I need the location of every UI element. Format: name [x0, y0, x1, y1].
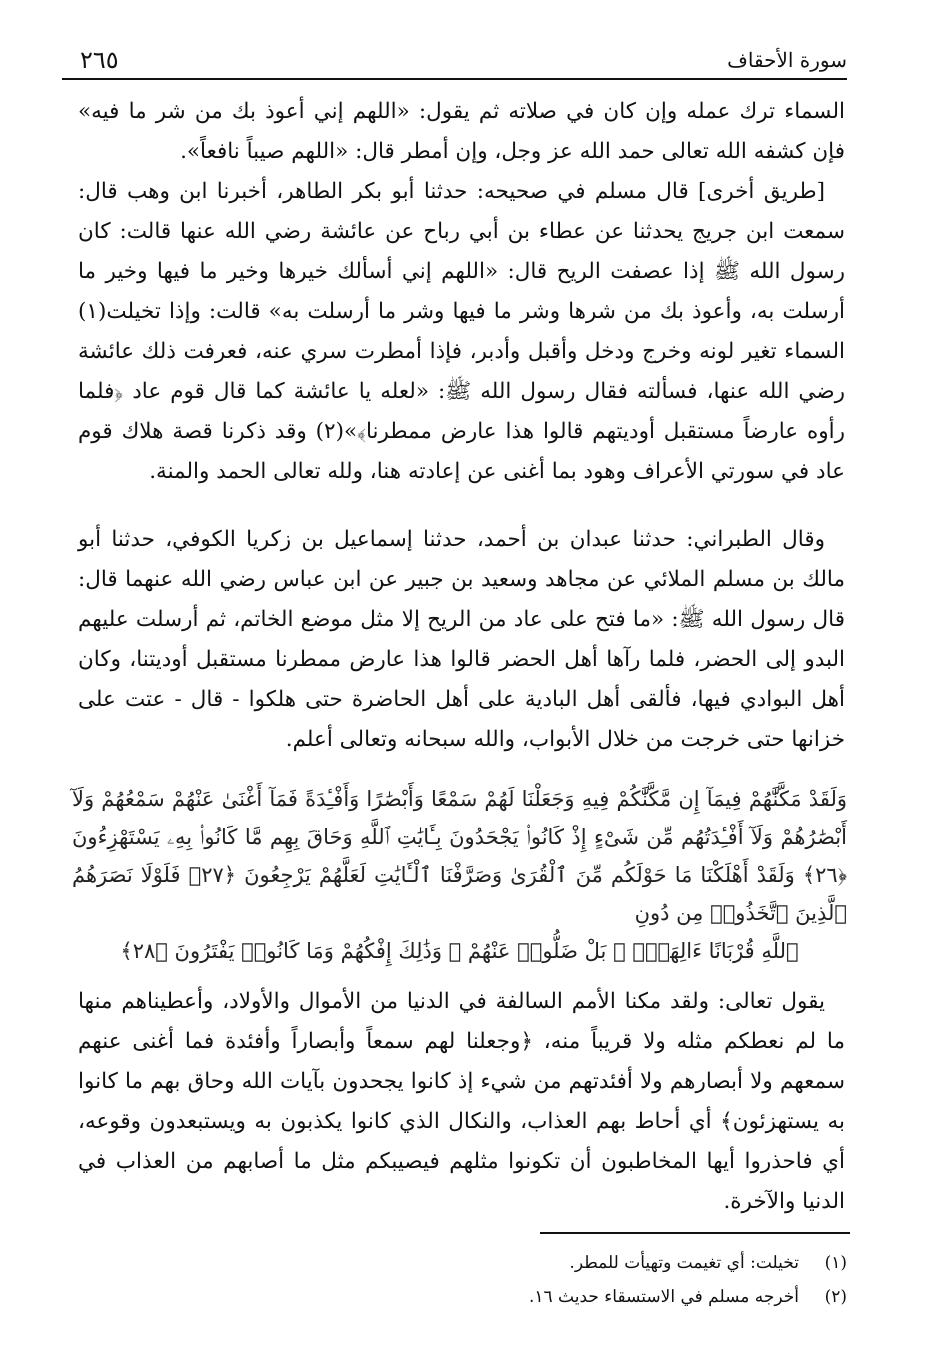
paragraph-2 — [78, 172, 845, 492]
footnote-2 — [300, 1280, 847, 1314]
paragraph-text: يقول تعالى: ولقد مكنا الأمم السالفة في الدنيا من الأموال والأولاد، وأعطيناهم منها ما لم نعطكم مثله ولا قريباً منه، ﴿وجعلنا لهم سمعاً وأبصاراً وأفئدة فما أغنى عنهم سمعهم ولا أبصارهم ولا أفئدتهم من شيء إذ كانوا يجحدون بآيات الله وحاق بهم ما كانوا به يستهزئون﴾ أي أحاط بهم العذاب، والنكال الذي كانوا يكذبون به ويستبعدون وقوعه، أي فاحذروا أيها المخاطبون أن تكونوا مثلهم فيصيبكم مثل ما أصابهم من العذاب في الدنيا والآخرة. — [78, 989, 845, 1214]
quran-text-last-line: ٱللَّهِ قُرْبَانًا ءَالِهَةًۢ ۖ بَلْ ضَلُّوا۟ عَنْهُمْ ۚ وَذَٰلِكَ إِفْكُهُمْ وَمَا كَانُوا۟ يَفْتَرُونَ ﴿٢٨﴾ — [120, 939, 799, 963]
page-header — [62, 38, 847, 80]
footnote-text: أخرجه مسلم في الاستسقاء حديث ١٦. — [528, 1287, 799, 1307]
footnote-1 — [300, 1246, 847, 1280]
footnote-text: تخيلت: أي تغيمت وتهيأت للمطر. — [569, 1253, 799, 1273]
quran-verses — [72, 780, 847, 970]
quran-text: وَلَقَدْ مَكَّنَّٰهُمْ فِيمَآ إِن مَّكَّنَّٰكُمْ فِيهِ وَجَعَلْنَا لَهُمْ سَمْعًا وَأَبْصَٰرًا وَأَفْـِٔدَةً فَمَآ أَغْنَىٰ عَنْهُمْ سَمْعُهُمْ وَلَآ أَبْصَٰرُهُمْ وَلَآ أَفْـِٔدَتُهُم مِّن شَىْءٍ إِذْ كَانُوا۟ يَجْحَدُونَ بِـَٔايَٰتِ ٱللَّهِ وَحَاقَ بِهِم مَّا كَانُوا۟ بِهِۦ يَسْتَهْزِءُونَ ﴿٢٦﴾ وَلَقَدْ أَهْلَكْنَا مَا حَوْلَكُم مِّنَ ٱلْقُرَىٰ وَصَرَّفْنَا ٱلْـَٔايَٰتِ لَعَلَّهُمْ يَرْجِعُونَ ﴿٢٧﴾ فَلَوْلَا نَصَرَهُمُ ٱلَّذِينَ ٱتَّخَذُوا۟ مِن دُونِ — [72, 787, 847, 925]
paragraph-text: وقال الطبراني: حدثنا عبدان بن أحمد، حدثنا إسماعيل بن زكريا الكوفي، حدثنا أبو مالك بن مسلم الملائي عن مجاهد وسعيد بن جبير عن ابن عباس رضي الله عنهما قال: قال رسول الله ﷺ: «ما فتح على عاد من الريح إلا مثل موضع الخاتم، ثم أرسلت عليهم البدو إلى الحضر، فلما رآها أهل الحضر قالوا هذا عارض ممطرنا مستقبل أوديتنا، وكان أهل البوادي فيها، فألقى أهل البادية على أهل الحاضرة حتى هلكوا - قال - عتت على خزانها حتى خرجت من خلال الأبواب، والله سبحانه وتعالى أعلم. — [78, 527, 845, 752]
paragraph-text: السماء ترك عمله وإن كان في صلاته ثم يقول: «اللهم إني أعوذ بك من شر ما فيه» فإن كشفه الله تعالى حمد الله عز وجل، وإن أمطر قال: «اللهم صيباً نافعاً». — [78, 99, 845, 164]
footnote-divider — [540, 1232, 850, 1234]
footnote-number: (١) — [824, 1253, 847, 1273]
paragraph-3 — [78, 520, 845, 760]
paragraph-4 — [78, 982, 845, 1222]
paragraph-1 — [78, 92, 845, 172]
paragraph-text: [طريق أخرى] قال مسلم في صحيحه: حدثنا أبو بكر الطاهر، أخبرنا ابن وهب قال: سمعت ابن جريج يحدثنا عن عطاء بن أبي رباح عن عائشة رضي الله عنها قالت: كان رسول الله ﷺ إذا عصفت الريح قال: «اللهم إني أسألك خيرها وخير ما فيها وخير ما أرسلت به، وأعوذ بك من شرها وشر ما فيها وشر ما أرسلت به» قالت: وإذا تخيلت(١) السماء تغير لونه وخرج ودخل وأقبل وأدبر، فإذا أمطرت سري عنه، فعرفت ذلك عائشة رضي الله عنها، فسألته فقال رسول الله ﷺ: «لعله يا عائشة كما قال قوم عاد ﴿فلما رأوه عارضاً مستقبل أوديتهم قالوا هذا عارض ممطرنا﴾»(٢) وقد ذكرنا قصة هلاك قوم عاد في سورتي الأعراف وهود بما أغنى عن إعادته هنا، ولله تعالى الحمد والمنة. — [78, 179, 845, 484]
footnote-number: (٢) — [824, 1287, 847, 1307]
surah-title: سورة الأحقاف — [727, 48, 847, 72]
page-number: ٢٦٥ — [80, 46, 119, 74]
footnotes — [300, 1246, 847, 1314]
